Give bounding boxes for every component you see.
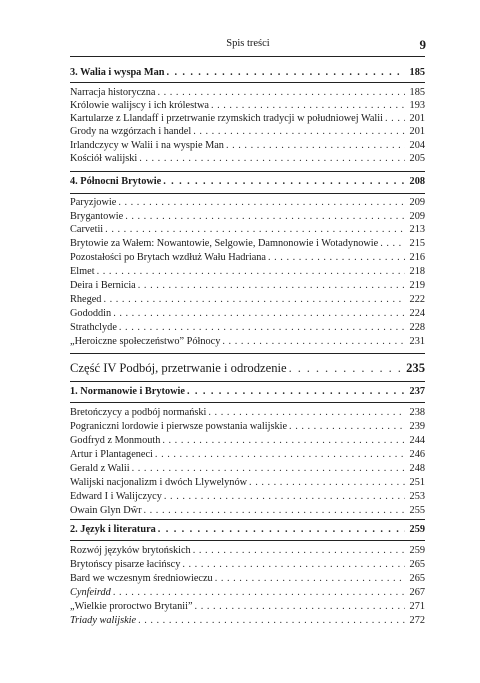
section-polnocni-brytowie[interactable]: 4. Północni Brytowie . . . 208 <box>70 175 425 189</box>
toc-entry[interactable]: Pozostałości po Brytach wzdłuż Wału Hadriana . . . 216 <box>70 251 425 265</box>
section-jezyk-i-literatura[interactable]: 2. Język i literatura . . . 259 <box>70 523 425 537</box>
section-rule <box>70 519 425 520</box>
toc-entry[interactable]: Strathclyde . . . 228 <box>70 321 425 335</box>
toc-entry[interactable]: Carvetii . . . 213 <box>70 223 425 237</box>
toc-entry[interactable]: Artur i Plantageneci . . . 246 <box>70 448 425 462</box>
toc-entry[interactable]: Narracja historyczna . . . 185 <box>70 86 425 100</box>
toc-entry[interactable]: Triady walijskie . . . 272 <box>70 614 425 628</box>
toc-entry[interactable]: Walijski nacjonalizm i dwóch Llywelynów . . . 251 <box>70 476 425 490</box>
header-rule <box>70 56 425 57</box>
page-header <box>70 38 426 54</box>
toc-entry[interactable]: Paryzjowie . . . 209 <box>70 196 425 210</box>
leader-dots <box>167 66 405 80</box>
section-rule <box>70 193 425 194</box>
toc-entry[interactable]: Owain Glyn Dŵr . . . 255 <box>70 504 425 518</box>
toc-entry[interactable]: Elmet . . . 218 <box>70 265 425 279</box>
toc-entry[interactable]: Edward I i Walijczycy . . . 253 <box>70 490 425 504</box>
toc-entry[interactable]: Deira i Bernicia . . . 219 <box>70 279 425 293</box>
toc-entry[interactable]: „Heroiczne społeczeństwo” Północy . . . 231 <box>70 335 425 349</box>
toc-entry[interactable]: „Wielkie proroctwo Brytanii” . . . 271 <box>70 600 425 614</box>
section-normanowie-i-brytowie[interactable]: 1. Normanowie i Brytowie . . . 237 <box>70 385 425 399</box>
toc-entry[interactable]: Rozwój języków brytońskich . . . 259 <box>70 544 425 558</box>
leader-dots <box>289 359 405 377</box>
toc-entry[interactable]: Bretończycy a podbój normański . . . 238 <box>70 406 425 420</box>
part-rule <box>70 381 425 382</box>
toc-entry[interactable]: Brygantowie . . . 209 <box>70 210 425 224</box>
toc-entry[interactable]: Godfryd z Monmouth . . . 244 <box>70 434 425 448</box>
toc-entry[interactable]: Bard we wczesnym średniowieczu . . . 265 <box>70 572 425 586</box>
leader-dots <box>158 523 405 537</box>
running-title: Spis treści <box>226 38 270 49</box>
section-rule <box>70 171 425 172</box>
toc-entry[interactable]: Królowie walijscy i ich królestwa . . . 193 <box>70 99 425 113</box>
toc-entry[interactable]: Kościół walijski . . . 205 <box>70 152 425 166</box>
section-walia-i-wyspa-man[interactable]: 3. Walia i wyspa Man . . . 185 <box>70 66 425 80</box>
leader-dots <box>187 385 405 399</box>
toc-entry[interactable]: Kartularze z Llandaff i przetrwanie rzymskich tradycji w południowej Walii . . . 201 <box>70 112 425 126</box>
toc-entry[interactable]: Brytońscy pisarze łacińscy . . . 265 <box>70 558 425 572</box>
section-rule <box>70 540 425 541</box>
page-number: 9 <box>419 37 426 52</box>
leader-dots <box>163 175 405 189</box>
part-rule <box>70 353 425 354</box>
toc-entry[interactable]: Cynfeirdd . . . 267 <box>70 586 425 600</box>
toc-entry[interactable]: Brytowie za Wałem: Nowantowie, Selgowie, Damnonowie i Wotadynowie . . . 215 <box>70 237 425 251</box>
toc-entry[interactable]: Irlandczycy w Walii i na wyspie Man . . . 204 <box>70 139 425 153</box>
section-rule <box>70 82 425 83</box>
toc-entry[interactable]: Gododdin . . . 224 <box>70 307 425 321</box>
section-rule <box>70 402 425 403</box>
toc-entry[interactable]: Pograniczni lordowie i pierwsze powstania walijskie . . . 239 <box>70 420 425 434</box>
toc-entry[interactable]: Grody na wzgórzach i handel . . . 201 <box>70 125 425 139</box>
toc-entry[interactable]: Rheged . . . 222 <box>70 293 425 307</box>
toc-entry[interactable]: Gerald z Walii . . . 248 <box>70 462 425 476</box>
part-iv-heading[interactable]: Część IV Podbój, przetrwanie i odrodzenie . . . 235 <box>70 359 425 377</box>
